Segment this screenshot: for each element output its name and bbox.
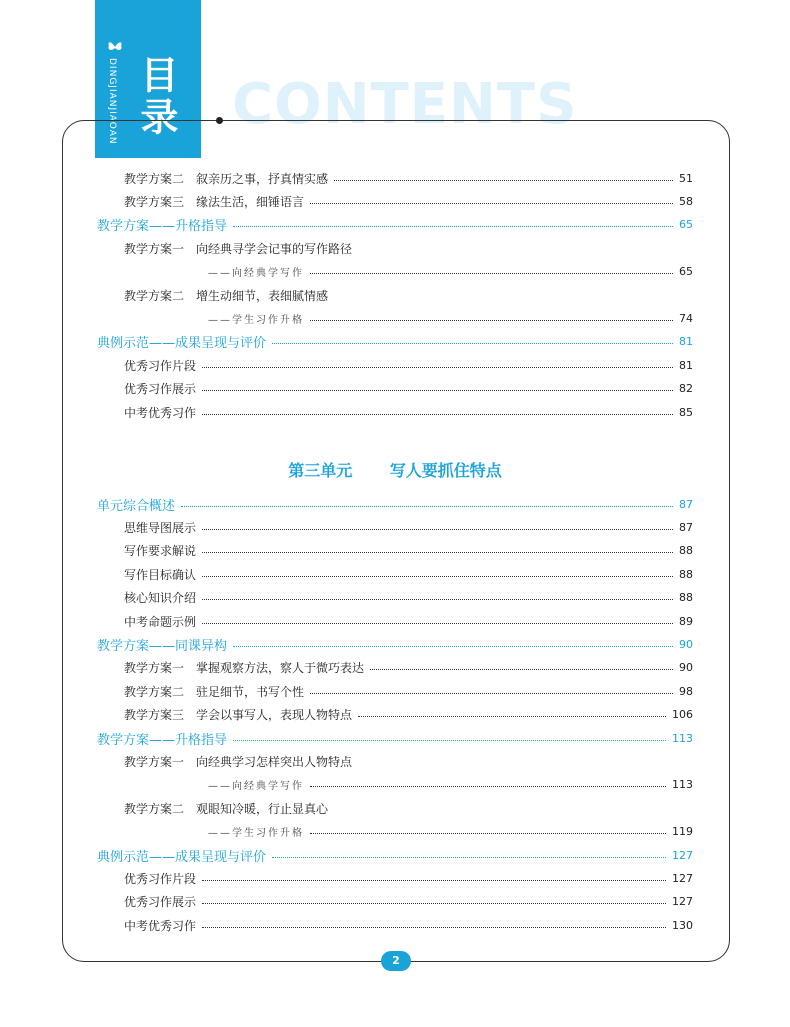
toc-entry-label: 教学方案一 向经典寻学会记事的写作路径: [124, 241, 353, 256]
toc-entry-page: 85: [679, 405, 693, 419]
toc-entry-label: 优秀习作片段: [124, 871, 197, 886]
dot-leader: [181, 506, 673, 507]
dot-leader: [370, 669, 673, 670]
dot-leader: [310, 833, 666, 834]
toc-entry-label: 典例示范——成果呈现与评价: [97, 849, 267, 865]
toc-entry-label: 中考命题示例: [124, 614, 197, 629]
toc-entry-label: 写作目标确认: [124, 567, 197, 582]
toc-entry-page: 65: [679, 218, 693, 232]
toc-entry-label: 核心知识介绍: [124, 591, 197, 606]
toc-entry[interactable]: [97, 844, 693, 866]
toc-entry-label: 单元综合概述: [97, 498, 176, 514]
toc-entry-label: 优秀习作片段: [124, 358, 197, 373]
toc-entry[interactable]: [124, 704, 693, 726]
toc-entry-label: 中考优秀习作: [124, 405, 197, 420]
toc-entry-page: 98: [679, 684, 693, 698]
butterfly-icon: [107, 40, 123, 54]
toc-entry[interactable]: [124, 237, 693, 259]
toc-entry[interactable]: [97, 633, 693, 655]
toc-entry-page: 88: [679, 591, 693, 605]
toc-entry[interactable]: [208, 261, 693, 283]
dot-leader: [202, 599, 673, 600]
toc-entry[interactable]: [124, 750, 693, 772]
toc-entry[interactable]: [208, 307, 693, 329]
toc-entry-page: 51: [679, 171, 693, 185]
toc-entry-page: 90: [679, 661, 693, 675]
dot-leader: [233, 226, 673, 227]
toc-entry-label: 教学方案——同课异构: [97, 638, 228, 654]
dot-leader: [202, 552, 673, 553]
toc-entry-label: ——学生习作升格: [208, 828, 304, 840]
dot-leader: [202, 623, 673, 624]
toc-entry-page: 127: [672, 848, 693, 862]
toc-entry-page: 87: [679, 497, 693, 511]
toc-entry-page: 81: [679, 335, 693, 349]
toc-entry-label: 教学方案三 学会以事写人，表现人物特点: [124, 708, 353, 723]
dot-leader: [310, 693, 673, 694]
toc-entry-label: 写作要求解说: [124, 544, 197, 559]
toc-entry[interactable]: [97, 727, 693, 749]
toc-entry[interactable]: [124, 680, 693, 702]
dot-leader: [202, 529, 673, 530]
toc-entry[interactable]: [124, 284, 693, 306]
dot-leader: [310, 273, 673, 274]
toc-entry-page: 90: [679, 637, 693, 651]
contents-watermark: CONTENTS: [232, 72, 578, 137]
dot-leader: [310, 786, 666, 787]
toc-entry-page: 119: [672, 825, 693, 839]
toc-entry-page: 65: [679, 265, 693, 279]
toc-entry-label: 教学方案——升格指导: [97, 219, 228, 235]
toc-entry[interactable]: [124, 401, 693, 423]
page-number: 2: [381, 951, 411, 971]
toc-entry-page: 88: [679, 567, 693, 581]
unit-heading: [0, 458, 790, 481]
toc-entry-label: ——向经典学写作: [208, 268, 304, 280]
toc-entry[interactable]: [208, 821, 693, 843]
unit-title: 写人要抓住特点: [389, 461, 502, 480]
toc-entry-label: 教学方案——升格指导: [97, 732, 228, 748]
toc-entry[interactable]: [124, 354, 693, 376]
unit-number: 第三单元: [288, 461, 353, 480]
toc-entry-page: 81: [679, 358, 693, 372]
frame-dot: [216, 117, 223, 124]
toc-entry[interactable]: [124, 610, 693, 632]
toc-entry[interactable]: [124, 378, 693, 400]
toc-entry-label: 教学方案一 掌握观察方法，察人于微巧表达: [124, 661, 365, 676]
toc-entry-label: 典例示范——成果呈现与评价: [97, 336, 267, 352]
toc-entry[interactable]: [124, 587, 693, 609]
dot-leader: [233, 646, 673, 647]
dot-leader: [358, 716, 666, 717]
dot-leader: [310, 203, 673, 204]
dot-leader: [202, 390, 673, 391]
toc-entry-page: 113: [672, 778, 693, 792]
dot-leader: [202, 880, 666, 881]
toc-entry-label: 教学方案三 缘法生活，细锤语言: [124, 194, 305, 209]
toc-entry[interactable]: [124, 891, 693, 913]
toc-entry[interactable]: [97, 214, 693, 236]
toc-entry[interactable]: [124, 914, 693, 936]
dot-leader: [202, 367, 673, 368]
toc-entry-label: 教学方案二 驻足细节，书写个性: [124, 684, 305, 699]
toc-entry-page: 106: [672, 708, 693, 722]
toc-entry-page: 88: [679, 544, 693, 558]
toc-entry[interactable]: [124, 563, 693, 585]
toc-entry-page: 82: [679, 382, 693, 396]
toc-entry-page: 87: [679, 520, 693, 534]
toc-entry-page: 89: [679, 614, 693, 628]
toc-entry-label: 思维导图展示: [124, 520, 197, 535]
dot-leader: [334, 180, 673, 181]
toc-entry-label: ——学生习作升格: [208, 314, 304, 326]
dot-leader: [202, 903, 666, 904]
toc-entry[interactable]: [97, 493, 693, 515]
toc-entry-page: 58: [679, 194, 693, 208]
header-title: 目录: [134, 55, 178, 139]
toc-entry-label: 优秀习作展示: [124, 895, 197, 910]
dot-leader: [233, 740, 666, 741]
toc-entry[interactable]: [124, 190, 693, 212]
dot-leader: [310, 320, 673, 321]
toc-entry-label: 中考优秀习作: [124, 918, 197, 933]
toc-entry[interactable]: [124, 867, 693, 889]
header-pinyin: DINGJIANJIAOAN: [107, 58, 117, 145]
toc-entry[interactable]: [124, 516, 693, 538]
toc-entry-page: 74: [679, 311, 693, 325]
toc-entry[interactable]: [124, 797, 693, 819]
toc-entry-label: 教学方案二 增生动细节，表细腻情感: [124, 288, 329, 303]
dot-leader: [202, 576, 673, 577]
dot-leader: [202, 927, 666, 928]
toc-entry-label: 教学方案二 叙亲历之事，抒真情实感: [124, 171, 329, 186]
toc-entry-page: 130: [672, 918, 693, 932]
toc-entry-page: 127: [672, 871, 693, 885]
toc-entry-label: 教学方案二 观眼知冷暖，行止显真心: [124, 801, 329, 816]
toc-entry-label: 教学方案一 向经典学习怎样突出人物特点: [124, 754, 353, 769]
toc-entry[interactable]: [124, 657, 693, 679]
dot-leader: [202, 414, 673, 415]
toc-entry[interactable]: [124, 167, 693, 189]
toc-entry-page: 113: [672, 731, 693, 745]
dot-leader: [272, 343, 673, 344]
toc-entry-label: ——向经典学写作: [208, 781, 304, 793]
toc-entry[interactable]: [97, 331, 693, 353]
dot-leader: [272, 857, 666, 858]
toc-entry[interactable]: [208, 774, 693, 796]
toc-entry-label: 优秀习作展示: [124, 382, 197, 397]
toc-entry-page: 127: [672, 895, 693, 909]
toc-entry[interactable]: [124, 540, 693, 562]
